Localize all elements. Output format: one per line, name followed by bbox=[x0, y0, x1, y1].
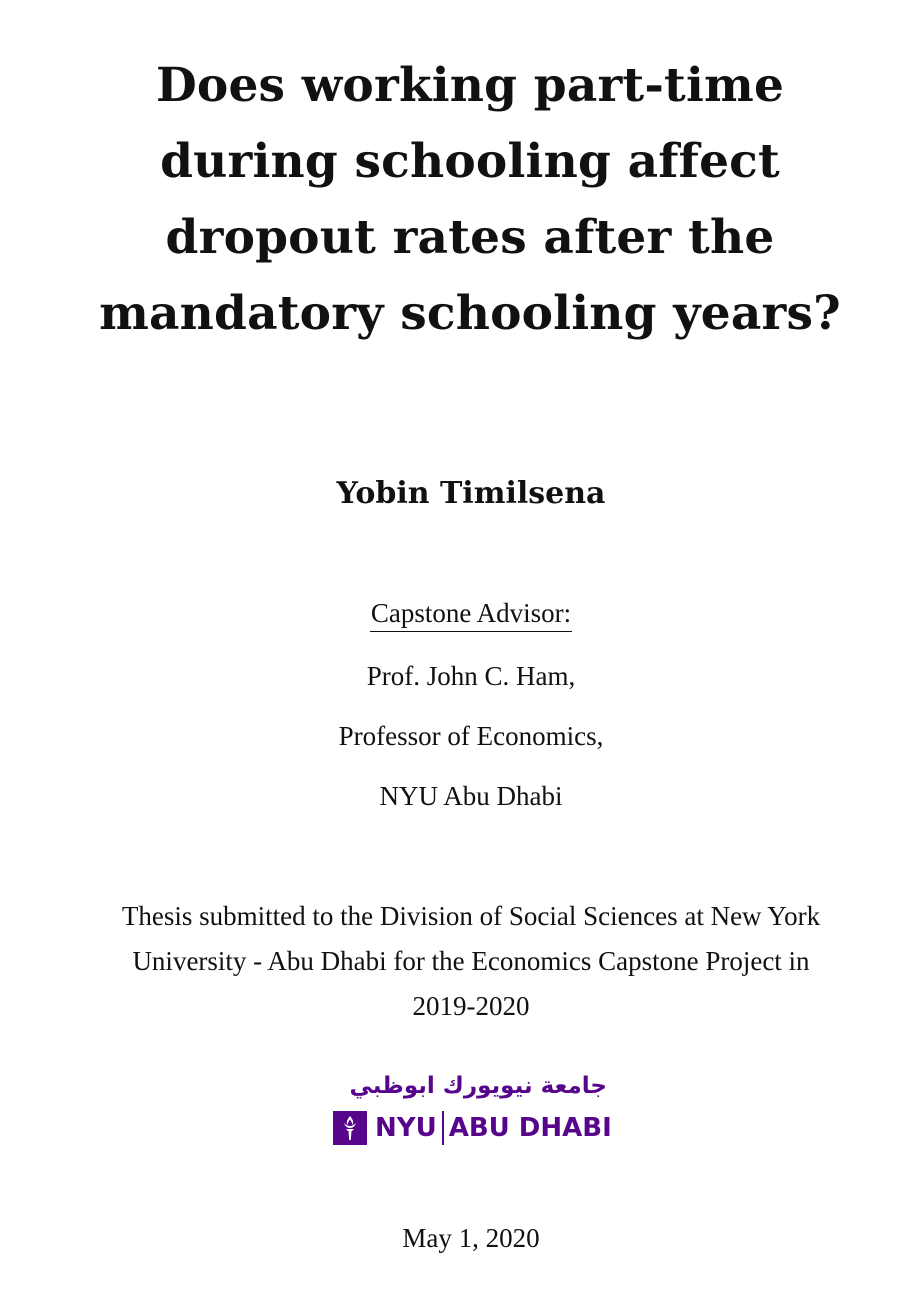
logo-nyu-text: NYU bbox=[375, 1113, 437, 1143]
nyu-abu-dhabi-logo bbox=[333, 1072, 613, 1148]
advisor-block bbox=[0, 596, 912, 826]
logo-divider bbox=[442, 1111, 444, 1145]
thesis-title: Does working part-time during schooling affect dropout rates after the mandatory schooling years? bbox=[99, 58, 841, 341]
advisor-name: Prof. John C. Ham, bbox=[366, 661, 576, 691]
torch-icon bbox=[333, 1111, 367, 1145]
author-name: Yobin Timilsena bbox=[336, 476, 606, 511]
advisor-institution: NYU Abu Dhabi bbox=[379, 781, 563, 811]
logo-arabic-text: جامعة نيويورك ابوظبي bbox=[349, 1073, 607, 1099]
logo-abu-dhabi-text: ABU DHABI bbox=[448, 1113, 612, 1143]
advisor-title: Professor of Economics, bbox=[338, 721, 604, 751]
advisor-details bbox=[0, 646, 912, 826]
logo-wordmark bbox=[333, 1110, 612, 1146]
thesis-statement: Thesis submitted to the Division of Social Sciences at New York University - Abu Dhabi for the Economics Capstone Project in 2019-2020 bbox=[121, 901, 821, 1021]
submission-date: May 1, 2020 bbox=[402, 1223, 540, 1253]
advisor-heading: Capstone Advisor: bbox=[370, 596, 572, 632]
